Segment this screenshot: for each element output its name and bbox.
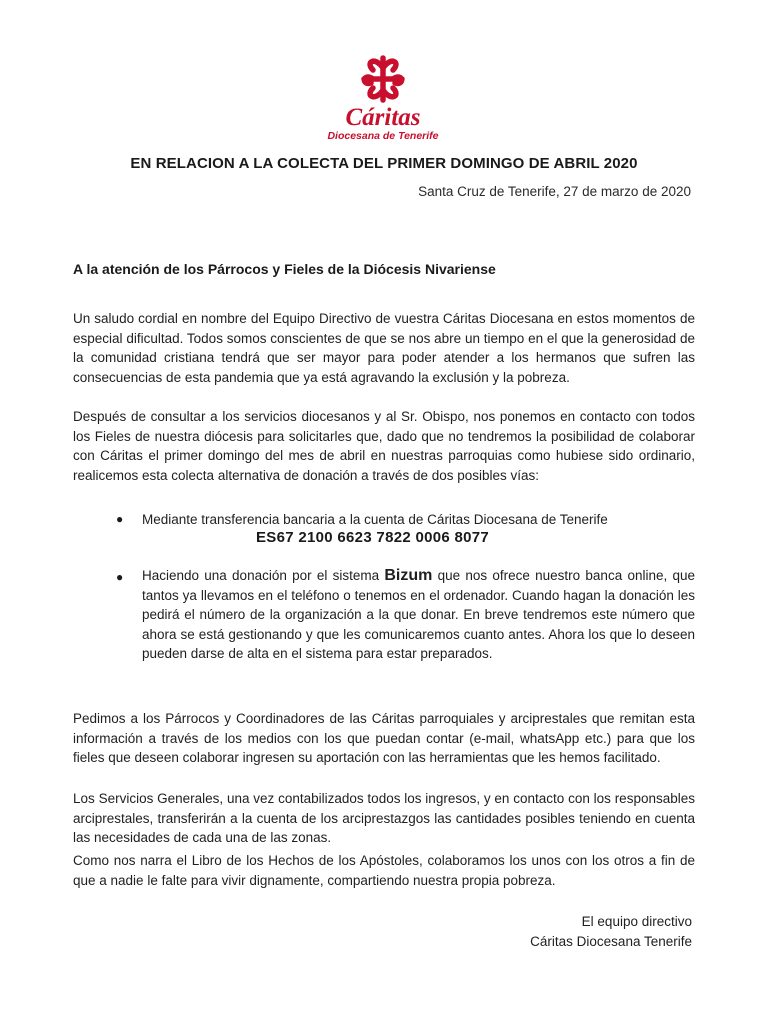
paragraph-request: Pedimos a los Párrocos y Coordinadores de las Cáritas parroquiales y arciprestales que remitan esta información a través de los medios con los que puedan contar (e-mail, whatsApp etc.) para que los fieles que deseen colaborar ingresen su aportación con las herramientas que les hemos facilitado. (73, 711, 695, 765)
bullet-marker: ● (116, 512, 124, 526)
paragraph-consultation: Después de consultar a los servicios diocesanos y al Sr. Obispo, nos ponemos en contacto con todos los Fieles de nuestra diócesis para solicitarles que, dado que no tendremos la posibilidad de colaborar con Cáritas el primer domingo del mes de abril en nuestras parroquias como hubiese sido ordinario, realicemos esta colecta alternativa de donación a través de dos posibles vías: (73, 409, 695, 483)
bizum-details: que nos ofrece nuestro banca online, que tantos ya llevamos en el teléfono o tenemos en el ordenador. Cuando hagan la donación les pedirá el número de la organización a la que donar. En breve tendremos este número que ahora se está gestionando y que les comunicaremos cuanto antes. Ahora los que lo deseen pueden darse de alta en el sistema para estar preparados. (142, 568, 695, 661)
bullet-bank-transfer: Mediante transferencia bancaria a la cuenta de Cáritas Diocesana de Tenerife (142, 512, 608, 527)
attention-line: A la atención de los Párrocos y Fieles de la Diócesis Nivariense (73, 261, 496, 277)
bullet-bizum (142, 566, 695, 664)
bullet-marker: ● (116, 570, 124, 584)
signature (530, 912, 692, 952)
paragraph-general-services: Los Servicios Generales, una vez contabilizados todos los ingresos, y en contacto con los responsables arciprestales, transferirán a la cuenta de los arciprestazgos las cantidades posibles teniendo en cuenta las necesidades de cada una de las zonas. (73, 791, 695, 845)
document-heading: EN RELACION A LA COLECTA DEL PRIMER DOMINGO DE ABRIL 2020 (130, 155, 638, 172)
caritas-logo (318, 50, 448, 140)
paragraph-greeting: Un saludo cordial en nombre del Equipo Directivo de vuestra Cáritas Diocesana en estos momentos de especial dificultad. Todos somos conscientes de que se nos abre un tiempo en el que la generosidad de la comunidad cristiana tendrá que ser mayor para poder atender a los hermanos que sufren las consecuencias de esta pandemia que ya está agravando la exclusión y la pobreza. (73, 311, 695, 385)
caritas-heart-cross-icon (357, 50, 409, 106)
bizum-brand: Bizum (384, 567, 433, 584)
signature-line-1: El equipo directivo (581, 914, 692, 929)
bizum-intro: Haciendo una donación por el sistema (142, 568, 385, 583)
iban-number: ES67 2100 6623 7822 0006 8077 (256, 529, 490, 546)
paragraph-closing: Como nos narra el Libro de los Hechos de los Apóstoles, colaboramos los unos con los otros a fin de que a nadie le falte para vivir dignamente, compartiendo nuestra propia pobreza. (73, 853, 695, 888)
document-date: Santa Cruz de Tenerife, 27 de marzo de 2020 (418, 184, 691, 199)
signature-line-2: Cáritas Diocesana Tenerife (530, 934, 692, 949)
logo-title: Cáritas (345, 104, 421, 131)
logo-subtitle: Diocesana de Tenerife (327, 130, 439, 142)
